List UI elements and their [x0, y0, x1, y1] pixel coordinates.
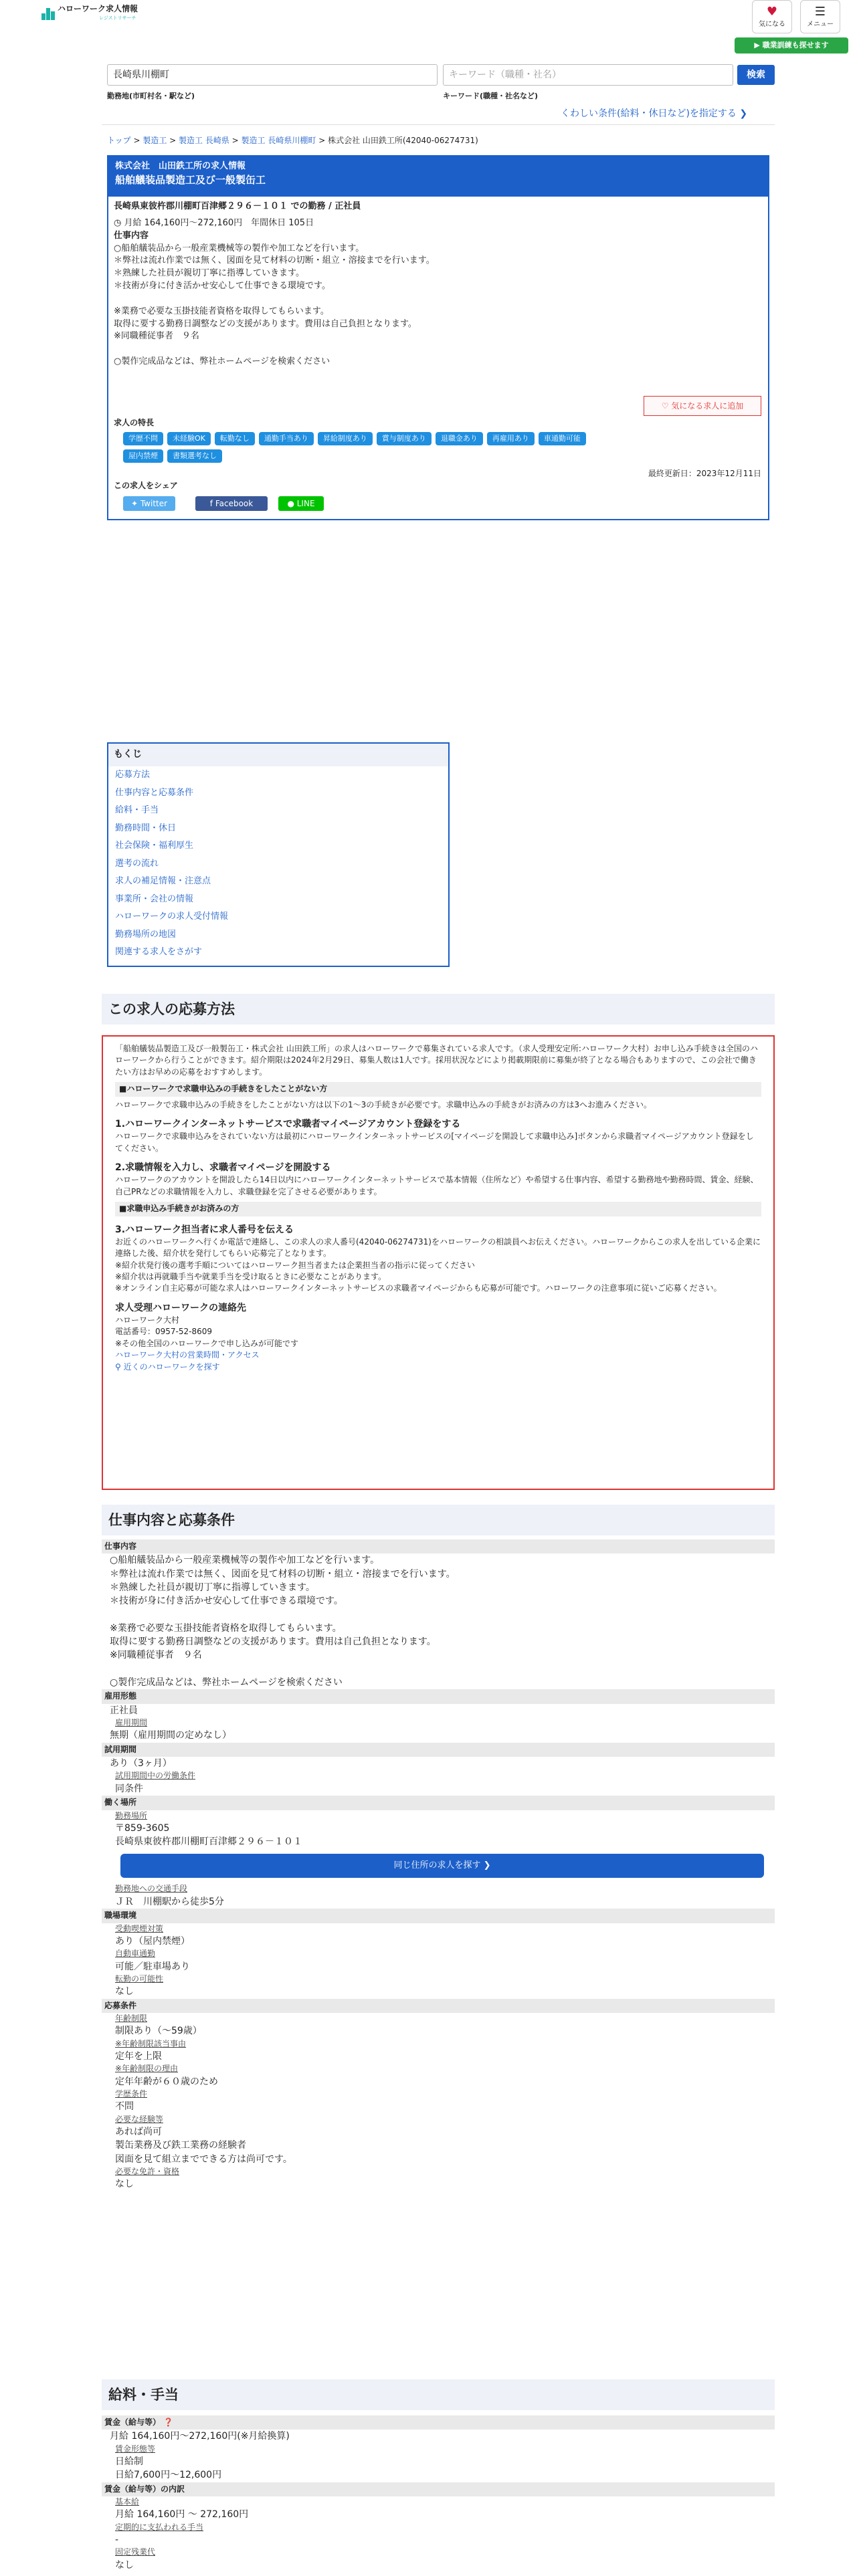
- tag[interactable]: 車通勤可能: [539, 432, 586, 445]
- wage-form-value: 日給制: [115, 2456, 143, 2468]
- period-label: 雇用期間: [115, 1718, 148, 1728]
- tag[interactable]: 学歴不問: [123, 432, 163, 445]
- favorites-label: 気になる: [759, 21, 785, 28]
- twitter-share-button[interactable]: ✦ Twitter: [123, 496, 175, 511]
- hamburger-icon: ☰: [814, 5, 826, 19]
- education-value: 不問: [115, 2101, 134, 2113]
- breadcrumb-category[interactable]: 製造工: [142, 136, 167, 145]
- toc-item[interactable]: 事業所・会社の情報: [115, 893, 194, 904]
- wage-form-label: 賃金形態等: [115, 2444, 156, 2454]
- contact-text: ハローワーク大村 電話番号：0957-52-8609 ※その他全国のハローワークで申し込みが可能です: [115, 1315, 299, 1348]
- wage-detail-label: 賃金（給与等）の内訳: [102, 2482, 775, 2496]
- access-value: ＪＲ 川棚駅から徒歩5分: [115, 1896, 224, 1907]
- toc-item[interactable]: 勤務場所の地図: [115, 929, 177, 940]
- age-detail-label: ※年齢制限の理由: [115, 2064, 179, 2074]
- car-label: 自動車通勤: [115, 1949, 156, 1959]
- toc-item[interactable]: 関連する求人をさがす: [115, 947, 203, 957]
- wage-value: 月給 164,160円〜272,160円(※月給換算): [110, 2431, 290, 2442]
- place-label: 働く場所: [102, 1796, 775, 1810]
- keyword-input[interactable]: キーワード（職種・社名）: [443, 64, 733, 86]
- line-share-button[interactable]: ● LINE: [278, 496, 324, 511]
- tags-label: 求人の特長: [114, 418, 155, 427]
- transfer-label: 転勤の可能性: [115, 1973, 164, 1983]
- heart-outline-icon: ♡: [661, 401, 669, 411]
- pay-section: [102, 2416, 775, 2572]
- smoking-value: あり（屋内禁煙）: [115, 1935, 190, 1947]
- place-sublabel: 勤務場所: [115, 1810, 148, 1820]
- job-tags: [123, 432, 632, 467]
- site-header: [0, 0, 859, 59]
- share-label: この求人をシェア: [114, 481, 178, 490]
- postal-code: 〒859-3605: [115, 1822, 170, 1834]
- apply-new-text: ハローワークで求職申込みの手続きをしたことがない方は以下の1〜3の手続きが必要です。求職申込みの手続きがお済みの方は3へお進みください。: [115, 1099, 652, 1109]
- car-value: 可能／駐車場あり: [115, 1961, 190, 1972]
- transfer-value: なし: [115, 1986, 134, 1998]
- hellowork-access-link[interactable]: ハローワーク大村の営業時間・アクセス: [115, 1350, 260, 1360]
- apply-heading: この求人の応募方法: [102, 994, 775, 1025]
- menu-label: メニュー: [807, 21, 834, 28]
- chevron-right-icon: ❯: [739, 108, 748, 119]
- step1-text: ハローワークで求職申込みをされていない方は最初にハローワークインターネットサービスの[マイページを開設して求職申込み]ボタンから求職者マイページアカウント登録をしてください。: [115, 1132, 754, 1153]
- toc-item[interactable]: 仕事内容と応募条件: [115, 787, 194, 798]
- apply-subheading-new: ■ハローワークで求職申込みの手続きをしたことがない方: [115, 1082, 761, 1096]
- table-of-contents: [107, 742, 450, 967]
- line-icon: ●: [287, 499, 297, 508]
- logo-subtitle: レジストリサーチ: [99, 15, 136, 21]
- company-name: 株式会社 山田鉄工所の求人情報: [115, 161, 246, 171]
- chevron-right-icon: ❯: [483, 1860, 491, 1871]
- step3-text: お近くのハローワークへ行くか電話で連絡し、この求人の求人番号(42040-06274731)をハローワークの相談員へお伝えください。ハローワークからこの求人を出している企業に連絡した後、紹介状を発行してもらい応募完了となります。 ※紹介状発行後の選考手順についてはハローワーク担当者または企業担当者の指示に従ってください ※紹介状は再就職手当や就業手当を受け取るときに必要なことがあります。 ※オンライン自主応募が可能な求人はハローワークインターネットサービスの求職者マイページからも応募が可能です。ハローワークの注意事項に従いご応募ください。: [115, 1237, 761, 1293]
- tag[interactable]: 未経験OK: [167, 432, 211, 445]
- license-label: 必要な免許・資格: [115, 2167, 180, 2177]
- training-label: 職業訓練も探せます: [762, 41, 829, 49]
- apply-subheading-done: ■求職申込み手続きがお済みの方: [115, 1202, 761, 1216]
- help-icon[interactable]: ❓: [163, 2418, 174, 2427]
- tag[interactable]: 書類選考なし: [167, 449, 222, 463]
- step2-text: ハローワークのアカウントを開設したら14日以内にハローワークインターネットサービスで基本情報（住所など）や希望する仕事内容、希望する勤務地や勤務時間、賃金、経験、自己PRなどの求職情報を入力し、求職登録を完了させる必要があります。: [115, 1175, 759, 1196]
- tag[interactable]: 退職金あり: [436, 432, 483, 445]
- training-button[interactable]: [735, 37, 848, 53]
- near-hellowork-link[interactable]: ⚲ 近くのハローワークを探す: [115, 1362, 220, 1372]
- tag[interactable]: 転勤なし: [215, 432, 255, 445]
- facebook-icon: f: [209, 499, 215, 508]
- favorites-button[interactable]: [752, 0, 792, 33]
- conditions-section: [102, 1539, 775, 2191]
- base-pay-label: 基本給: [115, 2497, 140, 2507]
- search-button[interactable]: 検索: [737, 65, 775, 85]
- trial-condition-value: 同条件: [115, 1783, 143, 1794]
- tag[interactable]: 再雇用あり: [487, 432, 535, 445]
- twitter-icon: ✦: [130, 499, 140, 508]
- facebook-share-button[interactable]: f Facebook: [195, 496, 268, 511]
- work-content-label: 仕事内容: [102, 1539, 775, 1553]
- add-favorite-button[interactable]: ♡ 気になる求人に追加: [644, 396, 761, 416]
- job-salary: 月給 164,160円〜272,160円 年間休日 105日: [124, 217, 314, 228]
- updated-date: 最終更新日：2023年12月11日: [648, 469, 761, 478]
- daily-wage: 日給7,600円〜12,600円: [115, 2470, 222, 2481]
- fixed-allowance-label: 定期的に支払われる手当: [115, 2522, 204, 2532]
- experience-label: 必要な経験等: [115, 2114, 164, 2124]
- trial-label: 試用期間: [102, 1743, 775, 1757]
- environment-label: 職場環境: [102, 1909, 775, 1923]
- conditions-heading: 仕事内容と応募条件: [102, 1505, 775, 1535]
- toc-item[interactable]: 給料・手当: [115, 805, 159, 815]
- heart-icon: ♥: [766, 5, 778, 19]
- toc-title: もくじ: [108, 744, 448, 766]
- pay-heading: 給料・手当: [102, 2379, 775, 2410]
- fixed-allowance-value: -: [115, 2535, 119, 2546]
- breadcrumb-prefecture[interactable]: 製造工 長崎県: [179, 136, 229, 145]
- same-address-button[interactable]: 同じ住所の求人を探す ❯: [120, 1854, 764, 1878]
- age-reason-label: ※年齢制限該当事由: [115, 2038, 187, 2048]
- age-detail-value: 定年年齢が６０歳のため: [115, 2076, 218, 2087]
- location-label: 勤務地(市町村名・駅など): [107, 92, 195, 100]
- logo-mark-icon: [41, 5, 55, 20]
- tag[interactable]: 通勤手当あり: [259, 432, 314, 445]
- job-location: 長崎県東彼杵郡川棚町百津郷２９６－１０１ での勤務 / 正社員: [114, 201, 361, 211]
- age-label: 年齢制限: [115, 2014, 148, 2024]
- access-label: 勤務地への交通手段: [115, 1884, 188, 1894]
- fixed-overtime-value: なし: [115, 2559, 134, 2571]
- breadcrumb-town[interactable]: 製造工 長崎県川棚町: [241, 136, 316, 145]
- toc-item[interactable]: 求人の補足情報・注意点: [115, 876, 211, 886]
- contact-title: 求人受理ハローワークの連絡先: [115, 1302, 246, 1313]
- employment-label: 雇用形態: [102, 1689, 775, 1703]
- location-input[interactable]: 長崎県川棚町: [107, 64, 438, 86]
- education-label: 学歴条件: [115, 2089, 148, 2099]
- experience-value: あれば尚可 製缶業務及び鉄工業務の経験者 図面を見て組立までできる方は尚可です。: [115, 2127, 292, 2165]
- step2-title: 2.求職情報を入力し、求職者マイページを開設する: [115, 1162, 331, 1174]
- search-icon: ⚲: [115, 1362, 124, 1372]
- step1-title: 1.ハローワークインターネットサービスで求職者マイページアカウント登録をする: [115, 1118, 461, 1130]
- keyword-label: キーワード(職種・社名など): [443, 92, 539, 100]
- tag[interactable]: 賞与制度あり: [377, 432, 432, 445]
- site-logo[interactable]: [41, 1, 138, 21]
- trial-value: あり（3ヶ月）: [110, 1758, 172, 1769]
- trial-condition-label: 試用期間中の労働条件: [115, 1771, 196, 1781]
- clock-icon: ◷: [114, 217, 122, 228]
- smoking-label: 受動喫煙対策: [115, 1923, 164, 1933]
- apply-section: [102, 1035, 775, 1490]
- base-pay-value: 月給 164,160円 〜 272,160円: [115, 2509, 249, 2520]
- work-content: ○船舶艤装品から一般産業機械等の製作や加工などを行います。 ＊弊社は流れ作業では無く、図面を見て材料の切断・組立・溶接までを行います。 ＊熟練した社員が親切丁寧に指導していきます。 ＊技術が身に付き活かせ安心して仕事できる環境です。 ※業務で必要な玉掛技能者資格を取得してもらいます。 取得に要する勤務日調整などの支援があります。費用は自己負担となります。 ※同職種従事者 ９名 ○製作完成品などは、弊社ホームページを検索ください: [110, 1555, 456, 1689]
- fixed-overtime-label: 固定残業代: [115, 2547, 156, 2557]
- step3-title: 3.ハローワーク担当者に求人番号を伝える: [115, 1224, 294, 1235]
- tag[interactable]: 昇給制度あり: [318, 432, 373, 445]
- period-value: 無期（雇用期間の定めなし）: [110, 1730, 231, 1741]
- wage-label: 賃金（給与等） ❓: [102, 2416, 775, 2430]
- license-value: なし: [115, 2179, 134, 2190]
- work-description: ○船舶艤装品から一般産業機械等の製作や加工などを行います。 ＊弊社は流れ作業では無く、図面を見て材料の切断・組立・溶接までを行います。 ＊熟練した社員が親切丁寧に指導していきます。 ＊技術が身に付き活かせ安心して仕事できる環境です。 ※業務で必要な玉掛技能者資格を取得してもらいます。 取得に要する勤務日調整などの支援があります。費用は自己負担となります。 ※同職種従事者 ９名 ○製作完成品などは、弊社ホームページを検索ください: [114, 243, 435, 367]
- age-value: 制限あり（〜59歳）: [115, 2026, 202, 2037]
- toc-item[interactable]: ハローワークの求人受付情報: [115, 911, 229, 922]
- job-title: 船舶艤装品製造工及び一般製缶工: [115, 173, 266, 186]
- breadcrumb-current: 株式会社 山田鉄工所(42040-06274731): [328, 136, 478, 145]
- toc-item[interactable]: 勤務時間・休日: [115, 823, 177, 833]
- work-label: 仕事内容: [114, 230, 149, 241]
- employment-value: 正社員: [110, 1705, 138, 1716]
- breadcrumb: トップ > 製造工 > 製造工 長崎県 > 製造工 長崎県川棚町 > 株式会社 山田鉄工所(42040-06274731): [107, 136, 478, 145]
- menu-button[interactable]: [800, 0, 840, 33]
- toc-item[interactable]: 社会保険・福利厚生: [115, 841, 194, 851]
- breadcrumb-top[interactable]: トップ: [107, 136, 131, 145]
- tag[interactable]: 屋内禁煙: [123, 449, 163, 463]
- training-icon: ▶: [754, 41, 763, 49]
- address: 長崎県東彼杵郡川棚町百津郷２９６－１０１: [115, 1836, 302, 1848]
- age-reason-value: 定年を上限: [115, 2051, 162, 2062]
- requirements-label: 応募条件: [102, 1999, 775, 2013]
- job-summary-card: [107, 155, 769, 520]
- toc-item[interactable]: 応募方法: [115, 770, 151, 780]
- logo-title: ハローワーク求人情報: [58, 4, 138, 13]
- apply-intro: 「船舶艤装品製造工及び一般製缶工・株式会社 山田鉄工所」の求人はハローワークで募集されている求人です。（求人受理安定所:ハローワーク大村）お申し込み手続きは全国のハローワークから行うことができます。紹介期限は2024年2月29日、募集人数は1人です。採用状況などにより掲載期限前に募集が終了となる場合もありますので、この会社で働きたい方はお早めの応募をおすすめします。: [115, 1044, 758, 1077]
- toc-item[interactable]: 選考の流れ: [115, 858, 159, 869]
- detail-conditions-link[interactable]: くわしい条件(給料・休日など)を指定する ❯: [561, 108, 748, 119]
